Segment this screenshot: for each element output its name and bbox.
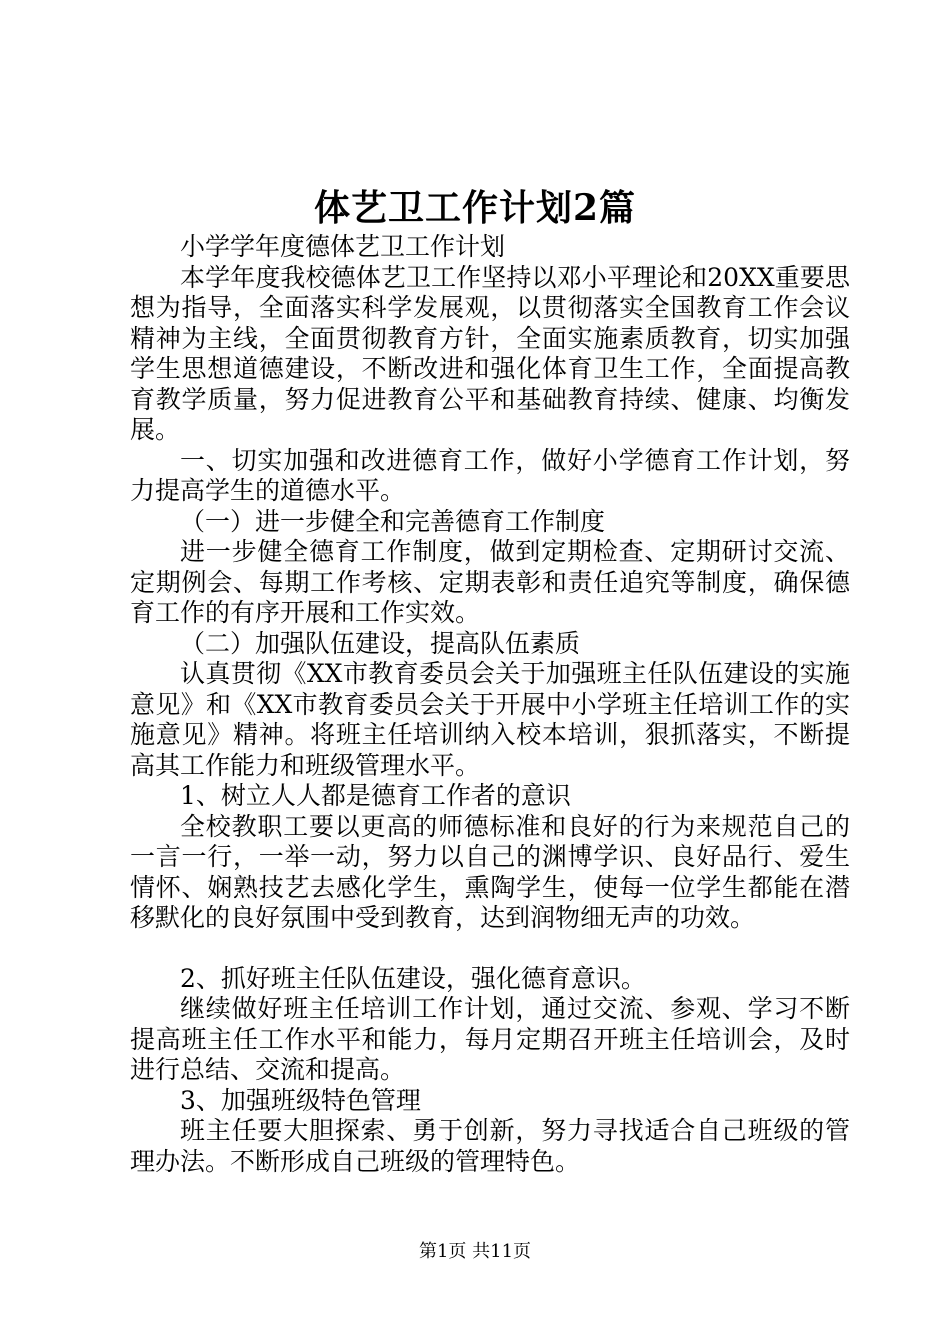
- paragraph-subtitle: 小学学年度德体艺卫工作计划: [180, 232, 506, 261]
- heading-item-3: 3、加强班级特色管理: [180, 1085, 421, 1115]
- document-body: [130, 232, 850, 1177]
- page-number-footer: 第1页 共11页: [418, 1241, 532, 1262]
- heading-subsection-1: （一）进一步健全和完善德育工作制度: [180, 506, 606, 536]
- paragraph-intro: 本学年度我校德体艺卫工作坚持以邓小平理论和20XX重要思想为指导，全面落实科学发展观，以贯彻落实全国教育工作会议精神为主线，全面贯彻教育方针，全面实施素质教育，切实加强学生思想道德建设，不断改进和强化体育卫生工作，全面提高教育教学质量，努力促进教育公平和基础教育持续、健康、均衡发展。: [130, 262, 850, 444]
- paragraph-training: 继续做好班主任培训工作计划，通过交流、参观、学习不断提高班主任工作水平和能力，每月定期召开班主任培训会，及时进行总结、交流和提高。: [130, 994, 850, 1084]
- paragraph-system: 进一步健全德育工作制度，做到定期检查、定期研讨交流、定期例会、每期工作考核、定期表彰和责任追究等制度，确保德育工作的有序开展和工作实效。: [130, 537, 850, 627]
- paragraph-class-management: 班主任要大胆探索、勇于创新，努力寻找适合自己班级的管理办法。不断形成自己班级的管理特色。: [130, 1116, 850, 1176]
- paragraph-gap: [130, 934, 850, 964]
- paragraph-team: 认真贯彻《XX市教育委员会关于加强班主任队伍建设的实施意见》和《XX市教育委员会关于开展中小学班主任培训工作的实施意见》精神。将班主任培训纳入校本培训，狠抓落实，不断提高其工作能力和班级管理水平。: [130, 659, 850, 780]
- heading-section-1: 一、切实加强和改进德育工作，做好小学德育工作计划，努力提高学生的道德水平。: [130, 445, 850, 505]
- heading-subsection-2: （二）加强队伍建设，提高队伍素质: [180, 628, 581, 658]
- heading-item-2: 2、抓好班主任队伍建设，强化德育意识。: [180, 963, 646, 993]
- document-title: 体艺卫工作计划2篇: [313, 187, 637, 229]
- heading-item-1: 1、树立人人都是德育工作者的意识: [180, 781, 571, 810]
- paragraph-awareness: 全校教职工要以更高的师德标准和良好的行为来规范自己的一言一行，一举一动，努力以自己的渊博学识、良好品行、爱生情怀、娴熟技艺去感化学生，熏陶学生，使每一位学生都能在潜移默化的良好氛围中受到教育，达到润物细无声的功效。: [130, 811, 850, 932]
